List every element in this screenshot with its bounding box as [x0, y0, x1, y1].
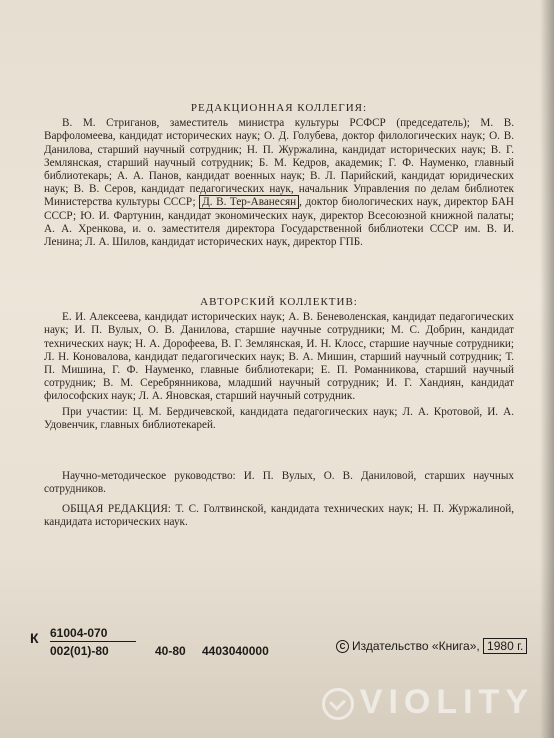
watermark-icon [322, 688, 354, 720]
imprint-number: 4403040000 [202, 644, 269, 658]
authors-text: Е. И. Алексеева, кандидат исторических наук; А. В. Беневоленская, кандидат педагогических наук; И. П. Вулых, О. В. Данилова, старшие научные сотрудники; М. С. Добрин, кандидат технических наук; Н. А. Дорофеева, В. Г. Землянская, И. Н. Клосс, старшие научные сотрудники; Л. Н. Коновалова, кандидат педагогических наук; В. А. Мишин, старший научный сотрудник; Т. П. Мишина, Г. Ф. Науменко, главные библиотекари; Е. П. Романникова, старший научный сотрудник; В. М. Серебрянникова, младший научный сотрудник; И. Г. Хандиян, кандидат философских наук; Л. А. Яновская, старший научный сотрудник. [44, 311, 514, 403]
page-edge-shadow [540, 0, 554, 738]
imprint-code-top: 61004-070 [50, 626, 108, 640]
editorial-board-heading: РЕДАКЦИОННАЯ КОЛЛЕГИЯ: [190, 102, 368, 114]
imprint [30, 620, 530, 670]
editorial-board-text-tail: , доктор биологических наук, директор БАН СССР; Ю. И. Фартунин, кандидат экономических наук, директор Всесоюзной книжной палаты; А. А. Хренкова, и. о. заместителя директора Государственной библиотеки СССР им. В. И. Ленина; Л. А. Шилов, кандидат исторических наук, директор ГПБ. [44, 196, 514, 249]
imprint-code-bottom: 002(01)-80 [50, 644, 109, 658]
copyright-line [336, 639, 527, 653]
methodological-section [44, 470, 514, 496]
participation-text: При участии: Ц. М. Бердичевской, кандидата педагогических наук; Л. А. Кротовой, И. А. Удовенчик, главных библиотекарей. [44, 405, 514, 431]
watermark-logo: VIOLITY [322, 683, 534, 722]
general-editing-section [44, 503, 514, 529]
authors-section [44, 296, 514, 432]
publisher-name: Издательство «Книга», [352, 639, 480, 653]
editorial-board-text [44, 117, 514, 249]
publication-year: 1980 г. [483, 638, 527, 654]
boxed-name: Д. В. Тер-Аванесян [199, 195, 299, 209]
editorial-board-text-main: В. М. Стриганов, заместитель министра культуры РСФСР (председатель); М. В. Варфоломеева, кандидат исторических наук; О. Д. Голубева, доктор филологических наук; О. В. Данилова, старший научный сотрудник; Н. П. Журжалина, кандидат исторических наук; В. Г. Землянская, старший научный сотрудник; Б. М. Кедров, академик; Г. Ф. Науменко, главный библиотекарь; А. А. Панов, кандидат военных наук; В. Л. Парийский, кандидат юридических наук; В. В. Серов, кандидат педагогических наук, начальник Управления по делам библиотек Министерства культуры СССР; [44, 117, 514, 209]
copyright-icon: С [336, 640, 349, 653]
methodological-text: Научно-методическое руководство: И. П. Вулых, О. В. Даниловой, старших научных сотрудников. [44, 470, 514, 496]
authors-heading: АВТОРСКИЙ КОЛЛЕКТИВ: [200, 296, 358, 308]
general-editing-text: ОБЩАЯ РЕДАКЦИЯ: Т. С. Голтвинской, кандидата технических наук; Н. П. Журжалиной, кандидата исторических наук. [44, 503, 514, 529]
imprint-fraction-line [50, 641, 136, 642]
imprint-price: 40-80 [155, 644, 186, 658]
editorial-board-section [44, 102, 514, 249]
imprint-letter: К [30, 630, 39, 646]
